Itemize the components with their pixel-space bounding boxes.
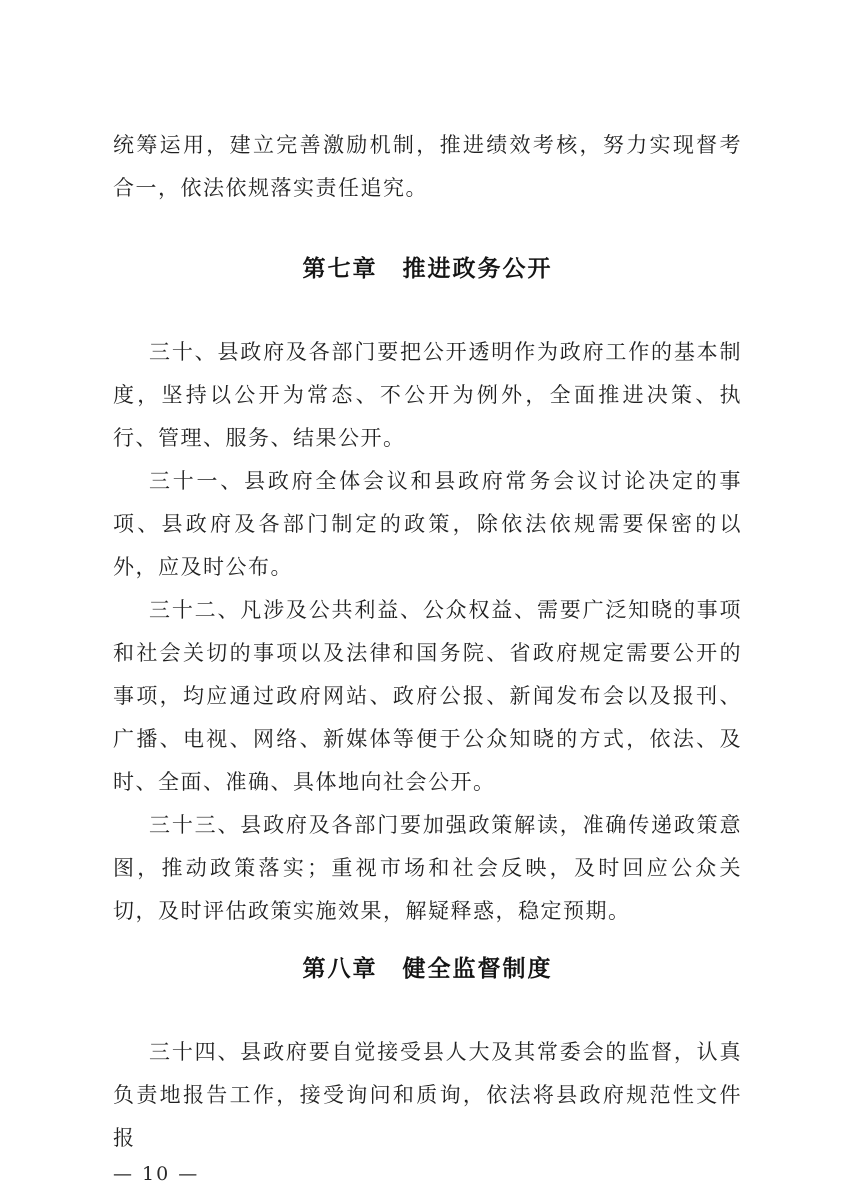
page-number: — 10 —: [113, 1163, 200, 1185]
paragraph-30: 三十、县政府及各部门要把公开透明作为政府工作的基本制度，坚持以公开为常态、不公开为例外，全面推进决策、执行、管理、服务、结果公开。: [113, 340, 742, 450]
paragraph-33: 三十三、县政府及各部门要加强政策解读，准确传递政策意图，推动政策落实；重视市场和社会反映，及时回应公众关切，及时评估政策实施效果，解疑释惑，稳定预期。: [113, 813, 742, 923]
continuation-paragraph: 统筹运用，建立完善激励机制，推进绩效考核，努力实现督考合一，依法依规落实责任追究。: [113, 133, 742, 200]
paragraph-32: 三十二、凡涉及公共利益、公众权益、需要广泛知晓的事项和社会关切的事项以及法律和国务院、省政府规定需要公开的事项，均应通过政府网站、政府公报、新闻发布会以及报刊、广播、电视、网络、新媒体等便于公众知晓的方式，依法、及时、全面、准确、具体地向社会公开。: [113, 598, 742, 794]
chapter-heading-7: 第七章 推进政务公开: [302, 256, 553, 282]
paragraph-34: 三十四、县政府要自觉接受县人大及其常委会的监督，认真负责地报告工作，接受询问和质询，依法将县政府规范性文件报: [113, 1040, 742, 1150]
paragraph-31: 三十一、县政府全体会议和县政府常务会议讨论决定的事项、县政府及各部门制定的政策，除依法依规需要保密的以外，应及时公布。: [113, 469, 742, 579]
document-content: [113, 0, 742, 1186]
chapter-heading-8: 第八章 健全监督制度: [302, 956, 553, 982]
